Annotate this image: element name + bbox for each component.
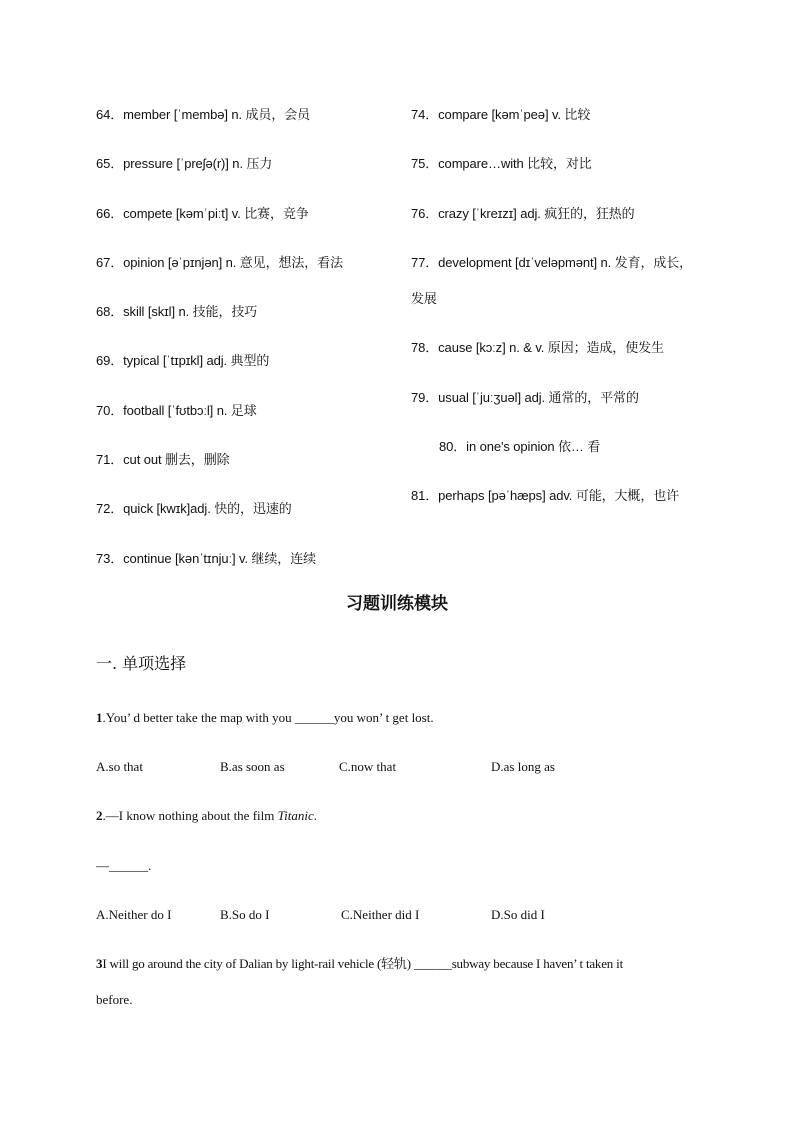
option-b: B.So do I bbox=[220, 907, 270, 922]
question-2 bbox=[96, 807, 317, 825]
option-c: C.now that bbox=[339, 759, 397, 774]
vocab-item: 65．pressure [ˈpreʃə(r)] n. 压力 bbox=[96, 156, 273, 171]
option-d: D.as long as bbox=[491, 759, 555, 774]
vocab-item: 77．development [dɪˈveləpmənt] n. 发育，成长， bbox=[411, 255, 693, 270]
vocab-item: 80．in one's opinion 依… 看 bbox=[439, 439, 601, 454]
option-a: A.Neither do I bbox=[96, 907, 172, 922]
module-title: 习题训练模块 bbox=[346, 594, 448, 614]
question-1 bbox=[96, 709, 434, 727]
option-b: B.as soon as bbox=[220, 759, 285, 774]
vocab-item: 73．continue [kənˈtɪnjuː] v. 继续，连续 bbox=[96, 551, 317, 566]
vocab-item: 71．cut out 删去，删除 bbox=[96, 452, 230, 467]
vocab-item: 72．quick [kwɪk]adj. 快的，迅速的 bbox=[96, 501, 292, 516]
vocab-item: 75．compare…with 比较，对比 bbox=[411, 156, 592, 171]
question-number: 1 bbox=[96, 710, 103, 725]
question-text: .You’ d better take the map with you ______you won’ t get lost. bbox=[102, 710, 434, 725]
question-3 bbox=[96, 955, 623, 973]
vocab-item: 78．cause [kɔːz] n. & v. 原因；造成，使发生 bbox=[411, 340, 664, 355]
question-number: 3 bbox=[96, 956, 103, 971]
vocab-item: 79．usual [ˈjuːʒuəl] adj. 通常的，平常的 bbox=[411, 390, 639, 405]
vocab-item-continuation: 发展 bbox=[411, 291, 437, 306]
option-a: A.so that bbox=[96, 759, 143, 774]
section-heading: 一. 单项选择 bbox=[96, 654, 187, 673]
question-text-continuation: before. bbox=[96, 992, 133, 1007]
option-d: D.So did I bbox=[491, 907, 545, 922]
answer-blank: —______. bbox=[96, 858, 152, 873]
option-c: C.Neither did I bbox=[341, 907, 420, 922]
vocab-item: 66．compete [kəmˈpiːt] v. 比赛，竞争 bbox=[96, 206, 309, 221]
vocab-item: 69．typical [ˈtɪpɪkl] adj. 典型的 bbox=[96, 353, 270, 368]
film-title: Titanic bbox=[277, 808, 314, 823]
question-text: I will go around the city of Dalian by light-rail vehicle (轻轨) ______subway because I haven’ t taken it bbox=[102, 956, 623, 971]
vocab-item: 76．crazy [ˈkreɪzɪ] adj. 疯狂的，狂热的 bbox=[411, 206, 635, 221]
question-number: 2 bbox=[96, 808, 103, 823]
vocab-item: 67．opinion [əˈpɪnjən] n. 意见，想法，看法 bbox=[96, 255, 343, 270]
vocab-item: 68．skill [skɪl] n. 技能，技巧 bbox=[96, 304, 258, 319]
question-text: .—I know nothing about the film bbox=[102, 808, 278, 823]
vocab-item: 64．member [ˈmembə] n. 成员，会员 bbox=[96, 107, 311, 122]
question-text-end: . bbox=[313, 808, 317, 823]
vocab-item: 74．compare [kəmˈpeə] v. 比较 bbox=[411, 107, 591, 122]
vocab-item: 81．perhaps [pəˈhæps] adv. 可能，大概，也许 bbox=[411, 488, 680, 503]
vocab-item: 70．football [ˈfʊtbɔːl] n. 足球 bbox=[96, 403, 257, 418]
